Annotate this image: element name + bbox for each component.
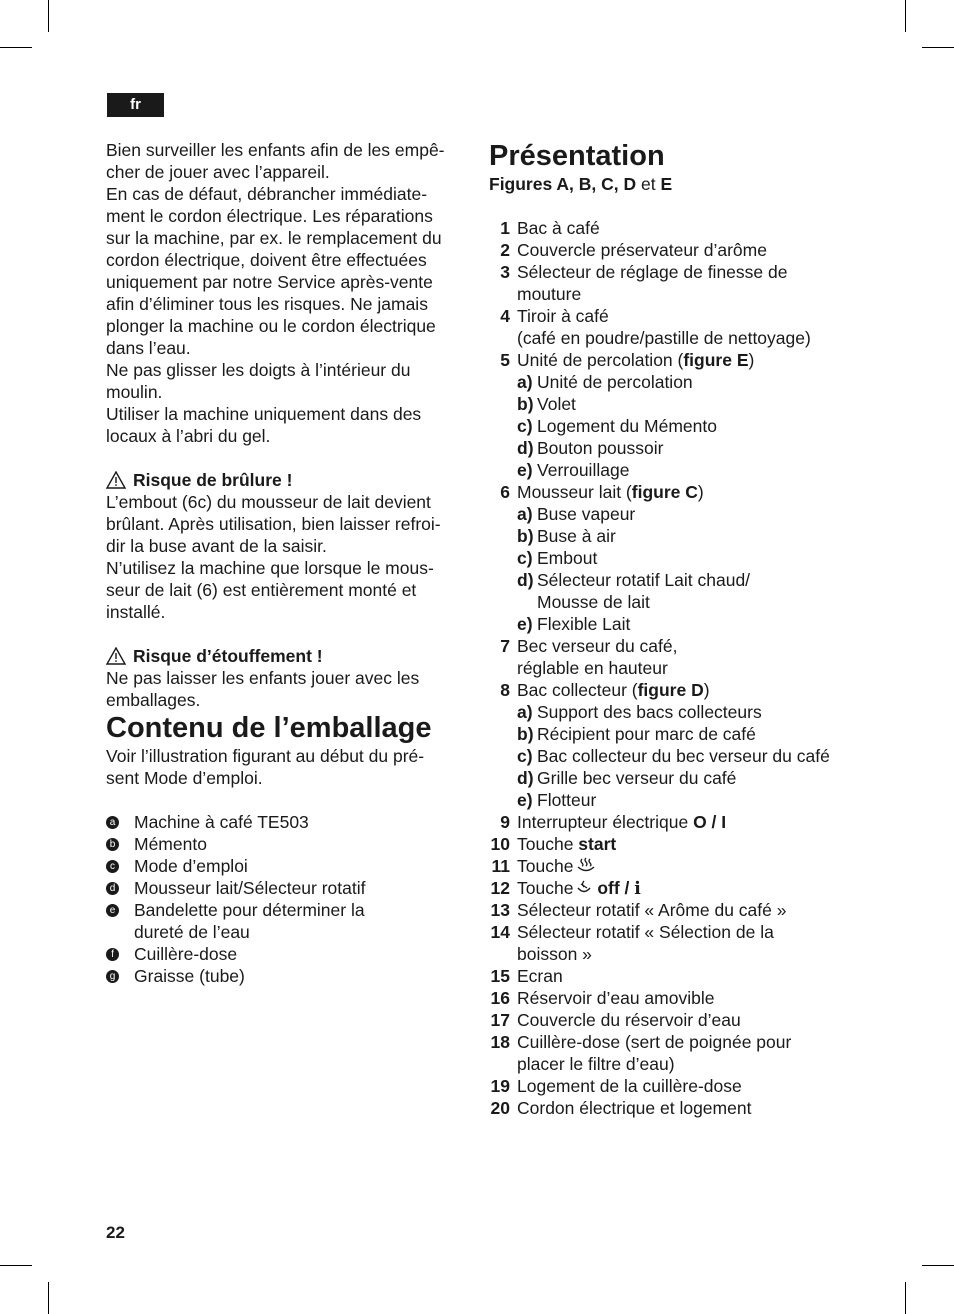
part-bold: start: [578, 834, 617, 854]
text-line: dans l’eau.: [106, 338, 191, 358]
sub-item: [517, 415, 889, 437]
part-label: Couvercle du réservoir d’eau: [517, 1010, 741, 1030]
list-item: [106, 855, 468, 877]
part-after: ): [697, 482, 704, 502]
sub-letter: e): [517, 614, 533, 634]
part-label: boisson »: [517, 944, 592, 964]
part-label: mouture: [517, 284, 582, 304]
sub-item: [517, 701, 889, 723]
item-text: [134, 943, 237, 965]
clean-icon: [576, 879, 592, 896]
part-bold: figure D: [637, 680, 704, 700]
sub-text: [537, 767, 889, 789]
part-number: 1: [500, 218, 510, 238]
language-tab: fr: [107, 93, 164, 117]
part-bold: O / I: [693, 812, 727, 832]
sub-item: [517, 547, 889, 569]
part-label: Couvercle préservateur d’arôme: [517, 240, 767, 260]
crop-mark: [0, 47, 32, 48]
sub-letter: d): [517, 768, 534, 788]
part-label: Sélecteur rotatif « Arôme du café »: [517, 900, 787, 920]
steam-icon: [576, 857, 596, 874]
text-line: Grille bec verseur du café: [537, 768, 737, 788]
text-line: sent Mode d’emploi.: [106, 768, 263, 788]
text-line: dureté de l’eau: [134, 922, 250, 942]
text-line: uniquement par notre Service après-vente: [106, 272, 433, 292]
part-row: [489, 1053, 889, 1075]
part-row: [489, 1075, 889, 1097]
text-line: Buse vapeur: [537, 504, 636, 524]
package-contents-list: [106, 811, 468, 987]
sub-item: [517, 371, 889, 393]
text-line: Graisse (tube): [134, 966, 245, 986]
sub-text: [537, 415, 889, 437]
part-number: 8: [500, 680, 510, 700]
part-text: Touche: [517, 856, 574, 876]
sub-item: [517, 459, 889, 481]
text-line: ment le cordon électrique. Les réparations: [106, 206, 433, 226]
sub-letter: c): [517, 548, 533, 568]
part-number: 7: [500, 636, 510, 656]
page-number: 22: [106, 1223, 125, 1242]
part-label: [517, 811, 889, 833]
part-number: 9: [500, 812, 510, 832]
part-row: [489, 1031, 889, 1053]
sub-item: [517, 789, 889, 811]
crop-mark: [905, 0, 906, 32]
part-row: [489, 965, 889, 987]
part-row: [489, 283, 889, 305]
crop-mark: [905, 1282, 906, 1314]
text-line: plonger la machine ou le cordon électrique: [106, 316, 436, 336]
sub-text: [537, 437, 889, 459]
sub-text: [537, 789, 889, 811]
text-line: Logement du Mémento: [537, 416, 717, 436]
text-line: Machine à café TE503: [134, 812, 309, 832]
list-item: [106, 943, 468, 965]
part-text: Interrupteur électrique: [517, 812, 694, 832]
part-label: Ecran: [517, 966, 563, 986]
item-badge: a: [106, 816, 119, 829]
sub-text: [537, 371, 889, 393]
part-number: [489, 943, 510, 965]
part-row: [489, 833, 889, 855]
part-text: Touche: [517, 878, 574, 898]
crop-mark: [0, 1265, 32, 1266]
safety-intro: [106, 139, 468, 447]
list-item: [106, 965, 468, 987]
burn-warning-title: Risque de brûlure !: [106, 469, 468, 491]
sub-letter: c): [517, 416, 533, 436]
part-label: [517, 349, 889, 371]
part-row: [489, 635, 889, 657]
text-line: dir la buse avant de la saisir.: [106, 536, 327, 556]
suffocation-warning-title: Risque d’étouffement !: [106, 645, 468, 667]
part-label: Bac à café: [517, 218, 600, 238]
list-item: [106, 877, 468, 899]
sub-text: [537, 525, 889, 547]
text-line: Flotteur: [537, 790, 597, 810]
part-label: [517, 833, 889, 855]
part-row: [489, 481, 889, 503]
text-line: En cas de défaut, débrancher immédiate-: [106, 184, 428, 204]
item-text: [134, 877, 366, 899]
sub-letter: e): [517, 790, 533, 810]
part-label: réglable en hauteur: [517, 658, 668, 678]
text-line: Mode d’emploi: [134, 856, 248, 876]
item-text: [134, 811, 309, 833]
right-column: [489, 139, 889, 1119]
list-item: [106, 811, 468, 833]
text-line: Sélecteur rotatif Lait chaud/: [537, 570, 751, 590]
part-number: 12: [490, 878, 510, 898]
text-line: installé.: [106, 602, 166, 622]
item-badge: d: [106, 882, 119, 895]
sub-letter: a): [517, 504, 533, 524]
sub-letter: b): [517, 526, 534, 546]
text-line: moulin.: [106, 382, 163, 402]
warning-icon: [106, 647, 126, 665]
list-item: [106, 899, 468, 943]
sub-text: [537, 459, 889, 481]
sub-item: [517, 767, 889, 789]
text-line: Support des bacs collecteurs: [537, 702, 762, 722]
part-number: 15: [490, 966, 510, 986]
sub-text: [537, 547, 889, 569]
sub-text: [537, 503, 889, 525]
part-bold: figure E: [683, 350, 749, 370]
parts-list: [489, 217, 889, 1119]
sub-letter: b): [517, 394, 534, 414]
left-column: [106, 139, 468, 987]
text-line: cher de jouer avec l’appareil.: [106, 162, 330, 182]
figures-reference: Figures A, B, C, D et E: [489, 174, 673, 194]
text-line: sur la machine, par ex. le remplacement du: [106, 228, 442, 248]
crop-mark: [48, 0, 49, 32]
part-number: 10: [490, 834, 510, 854]
text-line: Utiliser la machine uniquement dans des: [106, 404, 422, 424]
sub-letter: c): [517, 746, 533, 766]
sub-item: [517, 569, 889, 613]
part-number: [489, 327, 510, 349]
part-bold: figure C: [631, 482, 698, 502]
part-number: 20: [490, 1098, 510, 1118]
sub-text: [537, 393, 889, 415]
part-row: [489, 877, 889, 899]
part-label: [517, 679, 889, 701]
crop-mark: [922, 1265, 954, 1266]
item-badge: c: [106, 860, 119, 873]
sub-text: [537, 723, 889, 745]
text-line: Récipient pour marc de café: [537, 724, 756, 744]
part-label: Réservoir d’eau amovible: [517, 988, 715, 1008]
part-number: 17: [490, 1010, 510, 1030]
part-row: [489, 1097, 889, 1119]
item-badge: e: [106, 904, 119, 917]
part-number: 19: [490, 1076, 510, 1096]
part-label: [517, 877, 889, 899]
sub-text: [537, 569, 889, 613]
contenu-title: Contenu de l’emballage: [106, 712, 432, 744]
text-line: afin d’éliminer tous les risques. Ne jamais: [106, 294, 428, 314]
part-row: [489, 921, 889, 943]
part-label: Sélecteur de réglage de finesse de: [517, 262, 788, 282]
part-number: 4: [500, 306, 510, 326]
text-line: brûlant. Après utilisation, bien laisser refroi-: [106, 514, 441, 534]
text-line: Bac collecteur du bec verseur du café: [537, 746, 830, 766]
part-label: (café en poudre/pastille de nettoyage): [517, 328, 811, 348]
part-after: ): [703, 680, 710, 700]
part-number: [489, 283, 510, 305]
text-line: Ne pas glisser les doigts à l’intérieur du: [106, 360, 411, 380]
sub-text: [537, 745, 889, 767]
part-row: [489, 261, 889, 283]
suffocation-warning-text: [106, 667, 468, 711]
part-row: [489, 987, 889, 1009]
part-row: [489, 657, 889, 679]
part-row: [489, 305, 889, 327]
presentation-title: Présentation: [489, 140, 665, 172]
part-text: Unité de percolation (: [517, 350, 684, 370]
text-line: seur de lait (6) est entièrement monté et: [106, 580, 417, 600]
crop-mark: [922, 47, 954, 48]
item-text: [134, 855, 248, 877]
text-line: Bandelette pour déterminer la: [134, 900, 365, 920]
text-line: Verrouillage: [537, 460, 630, 480]
part-row: [489, 899, 889, 921]
item-badge: g: [106, 970, 119, 983]
burn-warning-text: [106, 491, 468, 623]
part-number: 6: [500, 482, 510, 502]
sub-letter: d): [517, 570, 534, 590]
text-line: Cuillère-dose: [134, 944, 238, 964]
sub-letter: b): [517, 724, 534, 744]
part-label: Cordon électrique et logement: [517, 1098, 752, 1118]
part-label: placer le filtre d’eau): [517, 1054, 675, 1074]
part-row: [489, 349, 889, 371]
list-item: [106, 833, 468, 855]
crop-mark: [48, 1282, 49, 1314]
sub-item: [517, 393, 889, 415]
part-bold: off / ℹ: [597, 878, 641, 898]
part-number: 5: [500, 350, 510, 370]
text-line: Ne pas laisser les enfants jouer avec les: [106, 668, 420, 688]
item-badge: f: [106, 948, 119, 961]
part-row: [489, 1009, 889, 1031]
sub-text: [537, 613, 889, 635]
item-badge: b: [106, 838, 119, 851]
text-line: Unité de percolation: [537, 372, 693, 392]
part-number: 11: [491, 856, 510, 876]
part-after: ): [748, 350, 755, 370]
sub-letter: d): [517, 438, 534, 458]
text-line: L’embout (6c) du mousseur de lait devient: [106, 492, 431, 512]
sub-letter: a): [517, 702, 533, 722]
item-text: [134, 965, 245, 987]
part-label: [517, 481, 889, 503]
part-number: 14: [490, 922, 510, 942]
contenu-intro: [106, 745, 468, 789]
part-row: [489, 679, 889, 701]
item-text: [134, 899, 365, 943]
sub-item: [517, 613, 889, 635]
text-line: Flexible Lait: [537, 614, 631, 634]
part-row: [489, 217, 889, 239]
part-text: Mousseur lait (: [517, 482, 632, 502]
text-line: Mémento: [134, 834, 207, 854]
text-line: Voir l’illustration figurant au début du pré-: [106, 746, 425, 766]
part-number: [489, 657, 510, 679]
text-line: Mousseur lait/Sélecteur rotatif: [134, 878, 366, 898]
part-row: [489, 811, 889, 833]
part-number: 16: [490, 988, 510, 1008]
part-number: 2: [500, 240, 510, 260]
text-line: N’utilisez la machine que lorsque le mous-: [106, 558, 434, 578]
part-label: Logement de la cuillère-dose: [517, 1076, 742, 1096]
sub-item: [517, 503, 889, 525]
part-number: 3: [500, 262, 510, 282]
sub-letter: e): [517, 460, 533, 480]
part-number: 13: [490, 900, 510, 920]
sub-item: [517, 437, 889, 459]
sub-item: [517, 525, 889, 547]
part-text: Touche: [517, 834, 579, 854]
sub-text: [537, 701, 889, 723]
part-label: Sélecteur rotatif « Sélection de la: [517, 922, 774, 942]
text-line: Embout: [537, 548, 598, 568]
warning-icon: [106, 471, 126, 489]
text-line: Mousse de lait: [537, 592, 650, 612]
text-line: Bien surveiller les enfants afin de les empê-: [106, 140, 445, 160]
text-line: Volet: [537, 394, 576, 414]
text-line: cordon électrique, doivent être effectuées: [106, 250, 427, 270]
text-line: Bouton poussoir: [537, 438, 664, 458]
part-label: Tiroir à café: [517, 306, 609, 326]
part-text: Bac collecteur (: [517, 680, 638, 700]
part-number: [489, 1053, 510, 1075]
part-label: Cuillère-dose (sert de poignée pour: [517, 1032, 792, 1052]
part-row: [489, 943, 889, 965]
text-line: emballages.: [106, 690, 201, 710]
item-text: [134, 833, 207, 855]
part-row: [489, 327, 889, 349]
text-line: locaux à l’abri du gel.: [106, 426, 271, 446]
part-label: Bec verseur du café,: [517, 636, 678, 656]
part-row: [489, 855, 889, 877]
sub-letter: a): [517, 372, 533, 392]
sub-item: [517, 723, 889, 745]
part-number: 18: [490, 1032, 510, 1052]
sub-item: [517, 745, 889, 767]
part-row: [489, 239, 889, 261]
text-line: Buse à air: [537, 526, 616, 546]
part-label: [517, 855, 889, 877]
